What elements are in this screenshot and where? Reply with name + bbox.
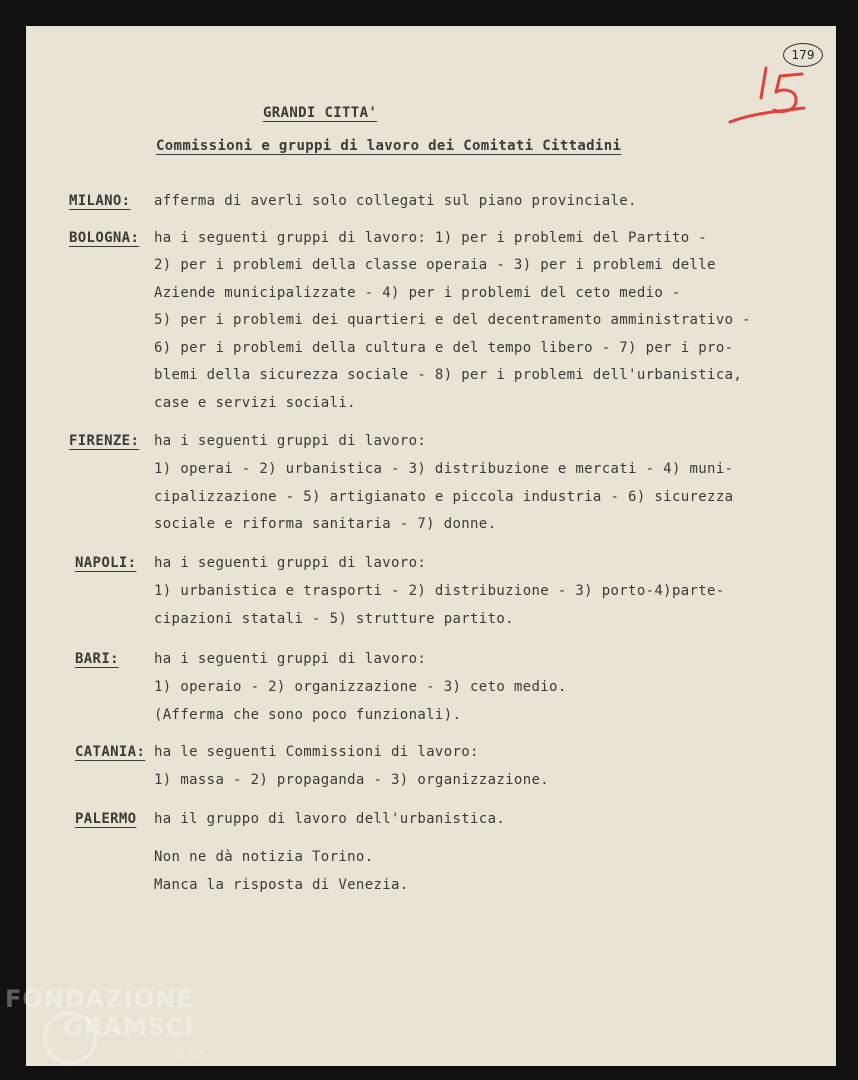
entry-line: blemi della sicurezza sociale - 8) per i problemi dell'urbanistica, bbox=[154, 367, 743, 383]
entry-line: ha il gruppo di lavoro dell'urbanistica. bbox=[154, 811, 506, 827]
entry-line: 1) operaio - 2) organizzazione - 3) ceto medio. bbox=[154, 679, 567, 695]
closing-line: Manca la risposta di Venezia. bbox=[154, 877, 409, 893]
entry-line: 1) massa - 2) propaganda - 3) organizzazione. bbox=[154, 772, 550, 788]
entry-line: ha i seguenti gruppi di lavoro: 1) per i problemi del Partito - bbox=[154, 230, 708, 246]
entry-line: cipazioni statali - 5) strutture partito. bbox=[154, 611, 514, 627]
entry-line: 5) per i problemi dei quartieri e del decentramento amministrativo - bbox=[154, 312, 751, 328]
entry-line: ha le seguenti Commissioni di lavoro: bbox=[154, 744, 479, 760]
city-name: NAPOLI: bbox=[75, 555, 137, 571]
entry-line: ha i seguenti gruppi di lavoro: bbox=[154, 555, 427, 571]
entry-line: 6) per i problemi della cultura e del tempo libero - 7) per i pro- bbox=[154, 340, 734, 356]
city-name: BARI: bbox=[75, 651, 119, 667]
entry-line: ha i seguenti gruppi di lavoro: bbox=[154, 433, 427, 449]
entry-line: case e servizi sociali. bbox=[154, 395, 356, 411]
entry-line: 2) per i problemi della classe operaia - 3) per i problemi delle bbox=[154, 257, 716, 273]
city-name: CATANIA: bbox=[75, 744, 146, 760]
watermark-line: FONDAZIONE bbox=[5, 985, 194, 1013]
entry-line: sociale e riforma sanitaria - 7) donne. bbox=[154, 516, 497, 532]
city-name: BOLOGNA: bbox=[69, 230, 140, 246]
document-subtitle: Commissioni e gruppi di lavoro dei Comitati Cittadini bbox=[156, 138, 622, 154]
watermark-line: onlus bbox=[175, 1047, 205, 1060]
entry-line: afferma di averli solo collegati sul piano provinciale. bbox=[154, 193, 637, 209]
page-number: 179 bbox=[791, 48, 815, 62]
entry-line: Aziende municipalizzate - 4) per i problemi del ceto medio - bbox=[154, 285, 681, 301]
document-title: GRANDI CITTA' bbox=[263, 105, 378, 121]
entry-line: 1) urbanistica e trasporti - 2) distribuzione - 3) porto-4)parte- bbox=[154, 583, 725, 599]
closing-line: Non ne dà notizia Torino. bbox=[154, 849, 374, 865]
document-page bbox=[26, 26, 836, 1066]
entry-line: cipalizzazione - 5) artigianato e piccola industria - 6) sicurezza bbox=[154, 489, 734, 505]
red-number-annotation bbox=[726, 64, 806, 126]
entry-line: ha i seguenti gruppi di lavoro: bbox=[154, 651, 427, 667]
city-name: FIRENZE: bbox=[69, 433, 140, 449]
city-name: PALERMO bbox=[75, 811, 137, 827]
city-name: MILANO: bbox=[69, 193, 131, 209]
watermark-line: GRAMSCI bbox=[63, 1013, 195, 1041]
entry-line: (Afferma che sono poco funzionali). bbox=[154, 707, 462, 723]
entry-line: 1) operai - 2) urbanistica - 3) distribuzione e mercati - 4) muni- bbox=[154, 461, 734, 477]
